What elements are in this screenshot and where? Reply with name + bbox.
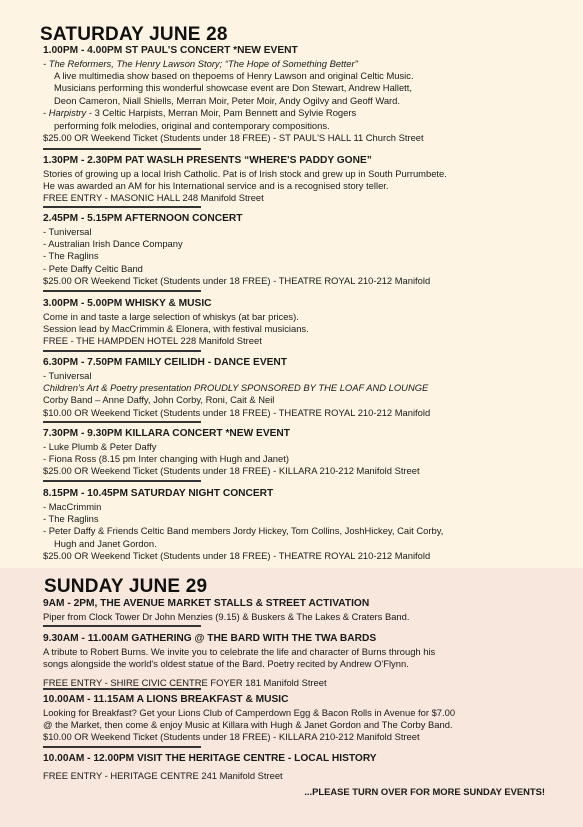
sunday-heading: SUNDAY JUNE 29 [44, 576, 208, 597]
event-line: FREE ENTRY - SHIRE CIVIC CENTRE FOYER 181 Manifold Street [43, 677, 327, 689]
divider [43, 148, 201, 150]
event-title: 1.30PM - 2.30PM PAT WASLH PRESENTS “WHERE'S PADDY GONE” [43, 155, 372, 166]
event-line: A live multimedia show based on thepoems of Henry Lawson and original Celtic Music. [54, 70, 414, 81]
event-killara-concert [43, 428, 563, 478]
event-family-ceilidh [43, 357, 563, 419]
event-line: FREE - THE HAMPDEN HOTEL 228 Manifold Street [43, 335, 262, 347]
event-line: - Pete Daffy Celtic Band [43, 262, 143, 274]
event-line: - Tuniversal [43, 225, 92, 237]
event-line: A tribute to Robert Burns. We invite you to celebrate the life and character of Burns through his [43, 645, 436, 657]
event-line: Children's Art & Poetry presentation PROUDLY SPONSORED BY THE LOAF AND LOUNGE [43, 382, 429, 393]
event-line: - Fiona Ross (8.15 pm Inter changing with Hugh and Janet) [43, 453, 289, 464]
harpistry-name: Harpistry [48, 107, 87, 119]
divider [43, 206, 201, 208]
event-line: - The Reformers, The Henry Lawson Story; “The Hope of Something Better” [43, 57, 358, 69]
event-line: Session lead by MacCrimmin & Elonera, with festival musicians. [43, 323, 309, 334]
event-line: - MacCrimmin [43, 500, 102, 512]
event-heritage-centre [43, 753, 563, 782]
event-line: $10.00 OR Weekend Ticket (Students under 18 FREE) - THEATRE ROYAL 210-212 Manifold [43, 406, 431, 418]
event-line: - Tuniversal [43, 369, 92, 381]
event-twa-bards [43, 633, 563, 690]
event-line: Hugh and Janet Gordon. [54, 537, 157, 549]
event-line: $25.00 OR Weekend Ticket (Students under 18 FREE) - THEATRE ROYAL 210-212 Manifold [43, 275, 431, 287]
event-line: - Australian Irish Dance Company [43, 238, 183, 249]
saturday-heading: SATURDAY JUNE 28 [40, 24, 228, 45]
divider [43, 480, 201, 482]
event-line: FREE ENTRY - HERITAGE CENTRE 241 Manifold Street [43, 769, 283, 781]
event-saturday-night-concert [43, 488, 563, 563]
event-line: Looking for Breakfast? Get your Lions Club of Camperdown Egg & Bacon Rolls in Avenue for $7.00 [43, 706, 456, 718]
divider [43, 625, 201, 627]
divider [43, 688, 201, 690]
event-title: 2.45PM - 5.15PM AFTERNOON CONCERT [43, 213, 243, 224]
event-title: 1.00PM - 4.00PM ST PAUL'S CONCERT *NEW EVENT [43, 45, 298, 56]
turn-over-note: ...PLEASE TURN OVER FOR MORE SUNDAY EVENTS! [304, 786, 545, 797]
event-whisky-music [43, 298, 563, 348]
event-title: 6.30PM - 7.50PM FAMILY CEILIDH - DANCE EVENT [43, 357, 287, 368]
event-line: - Luke Plumb & Peter Daffy [43, 440, 157, 452]
divider [43, 421, 201, 423]
event-title: 10.00AM - 11.15AM A LIONS BREAKFAST & MUSIC [43, 694, 289, 705]
event-st-pauls-concert [43, 45, 563, 144]
event-line: $10.00 OR Weekend Ticket (Students under 18 FREE) - KILLARA 210-212 Manifold Street [43, 731, 420, 743]
event-line: - The Raglins [43, 250, 99, 262]
event-line: @ the Market, then come & enjoy Music at Killara with Hugh & Janet Gordon and The Corby Band. [43, 719, 453, 730]
event-title: 7.30PM - 9.30PM KILLARA CONCERT *NEW EVENT [43, 428, 290, 439]
event-line: - The Raglins [43, 513, 99, 524]
event-line: songs alongside the world's oldest statue of the Bard. Poetry recited by Andrew O'Flynn. [43, 658, 409, 669]
event-market-stalls [43, 598, 563, 623]
event-title: 9.30AM - 11.00AM GATHERING @ THE BARD WITH THE TWA BARDS [43, 633, 377, 644]
divider [43, 290, 201, 292]
event-line: - Harpistry - 3 Celtic Harpists, Merran Moir, Pam Bennett and Sylvie Rogers [43, 107, 357, 119]
event-afternoon-concert [43, 213, 563, 288]
event-line: Come in and taste a large selection of whiskys (at bar prices). [43, 310, 299, 322]
event-title: 3.00PM - 5.00PM WHISKY & MUSIC [43, 298, 212, 309]
event-line: - Peter Daffy & Friends Celtic Band members Jordy Hickey, Tom Collins, JoshHickey, Cait Corby, [43, 525, 444, 537]
event-pat-walsh [43, 155, 563, 205]
event-line: $25.00 OR Weekend Ticket (Students under 18 FREE) - KILLARA 210-212 Manifold Street [43, 465, 420, 477]
event-lions-breakfast [43, 694, 563, 744]
event-line: Corby Band – Anne Daffy, John Corby, Roni, Cait & Neil [43, 394, 275, 406]
event-line: $25.00 OR Weekend Ticket (Students under 18 FREE) - ST PAUL'S HALL 11 Church Street [43, 132, 424, 144]
event-title: 8.15PM - 10.45PM SATURDAY NIGHT CONCERT [43, 488, 274, 499]
event-line: Deon Cameron, Niall Shiells, Merran Moir, Peter Moir, Andy Ogilvy and Geoff Ward. [54, 94, 400, 106]
event-title: 10.00AM - 12.00PM VISIT THE HERITAGE CENTRE - LOCAL HISTORY [43, 753, 377, 764]
event-line: Musicians performing this wonderful showcase event are Don Stewart, Andrew Hallett, [54, 82, 412, 94]
event-line: Piper from Clock Tower Dr John Menzies (9.15) & Buskers & The Lakes & Craters Band. [43, 610, 410, 622]
event-title: 9AM - 2PM, THE AVENUE MARKET STALLS & STREET ACTIVATION [43, 598, 370, 609]
event-line: FREE ENTRY - MASONIC HALL 248 Manifold Street [43, 192, 264, 204]
event-line: performing folk melodies, original and contemporary compositions. [54, 119, 330, 131]
event-line: $25.00 OR Weekend Ticket (Students under 18 FREE) - THEATRE ROYAL 210-212 Manifold [43, 550, 431, 562]
divider [43, 746, 201, 748]
event-line: Stories of growing up a local Irish Catholic. Pat is of Irish stock and grew up in South Purrumbete. [43, 167, 447, 179]
divider [43, 350, 201, 352]
event-line: He was awarded an AM for his International service and is a recognised story teller. [43, 180, 389, 191]
